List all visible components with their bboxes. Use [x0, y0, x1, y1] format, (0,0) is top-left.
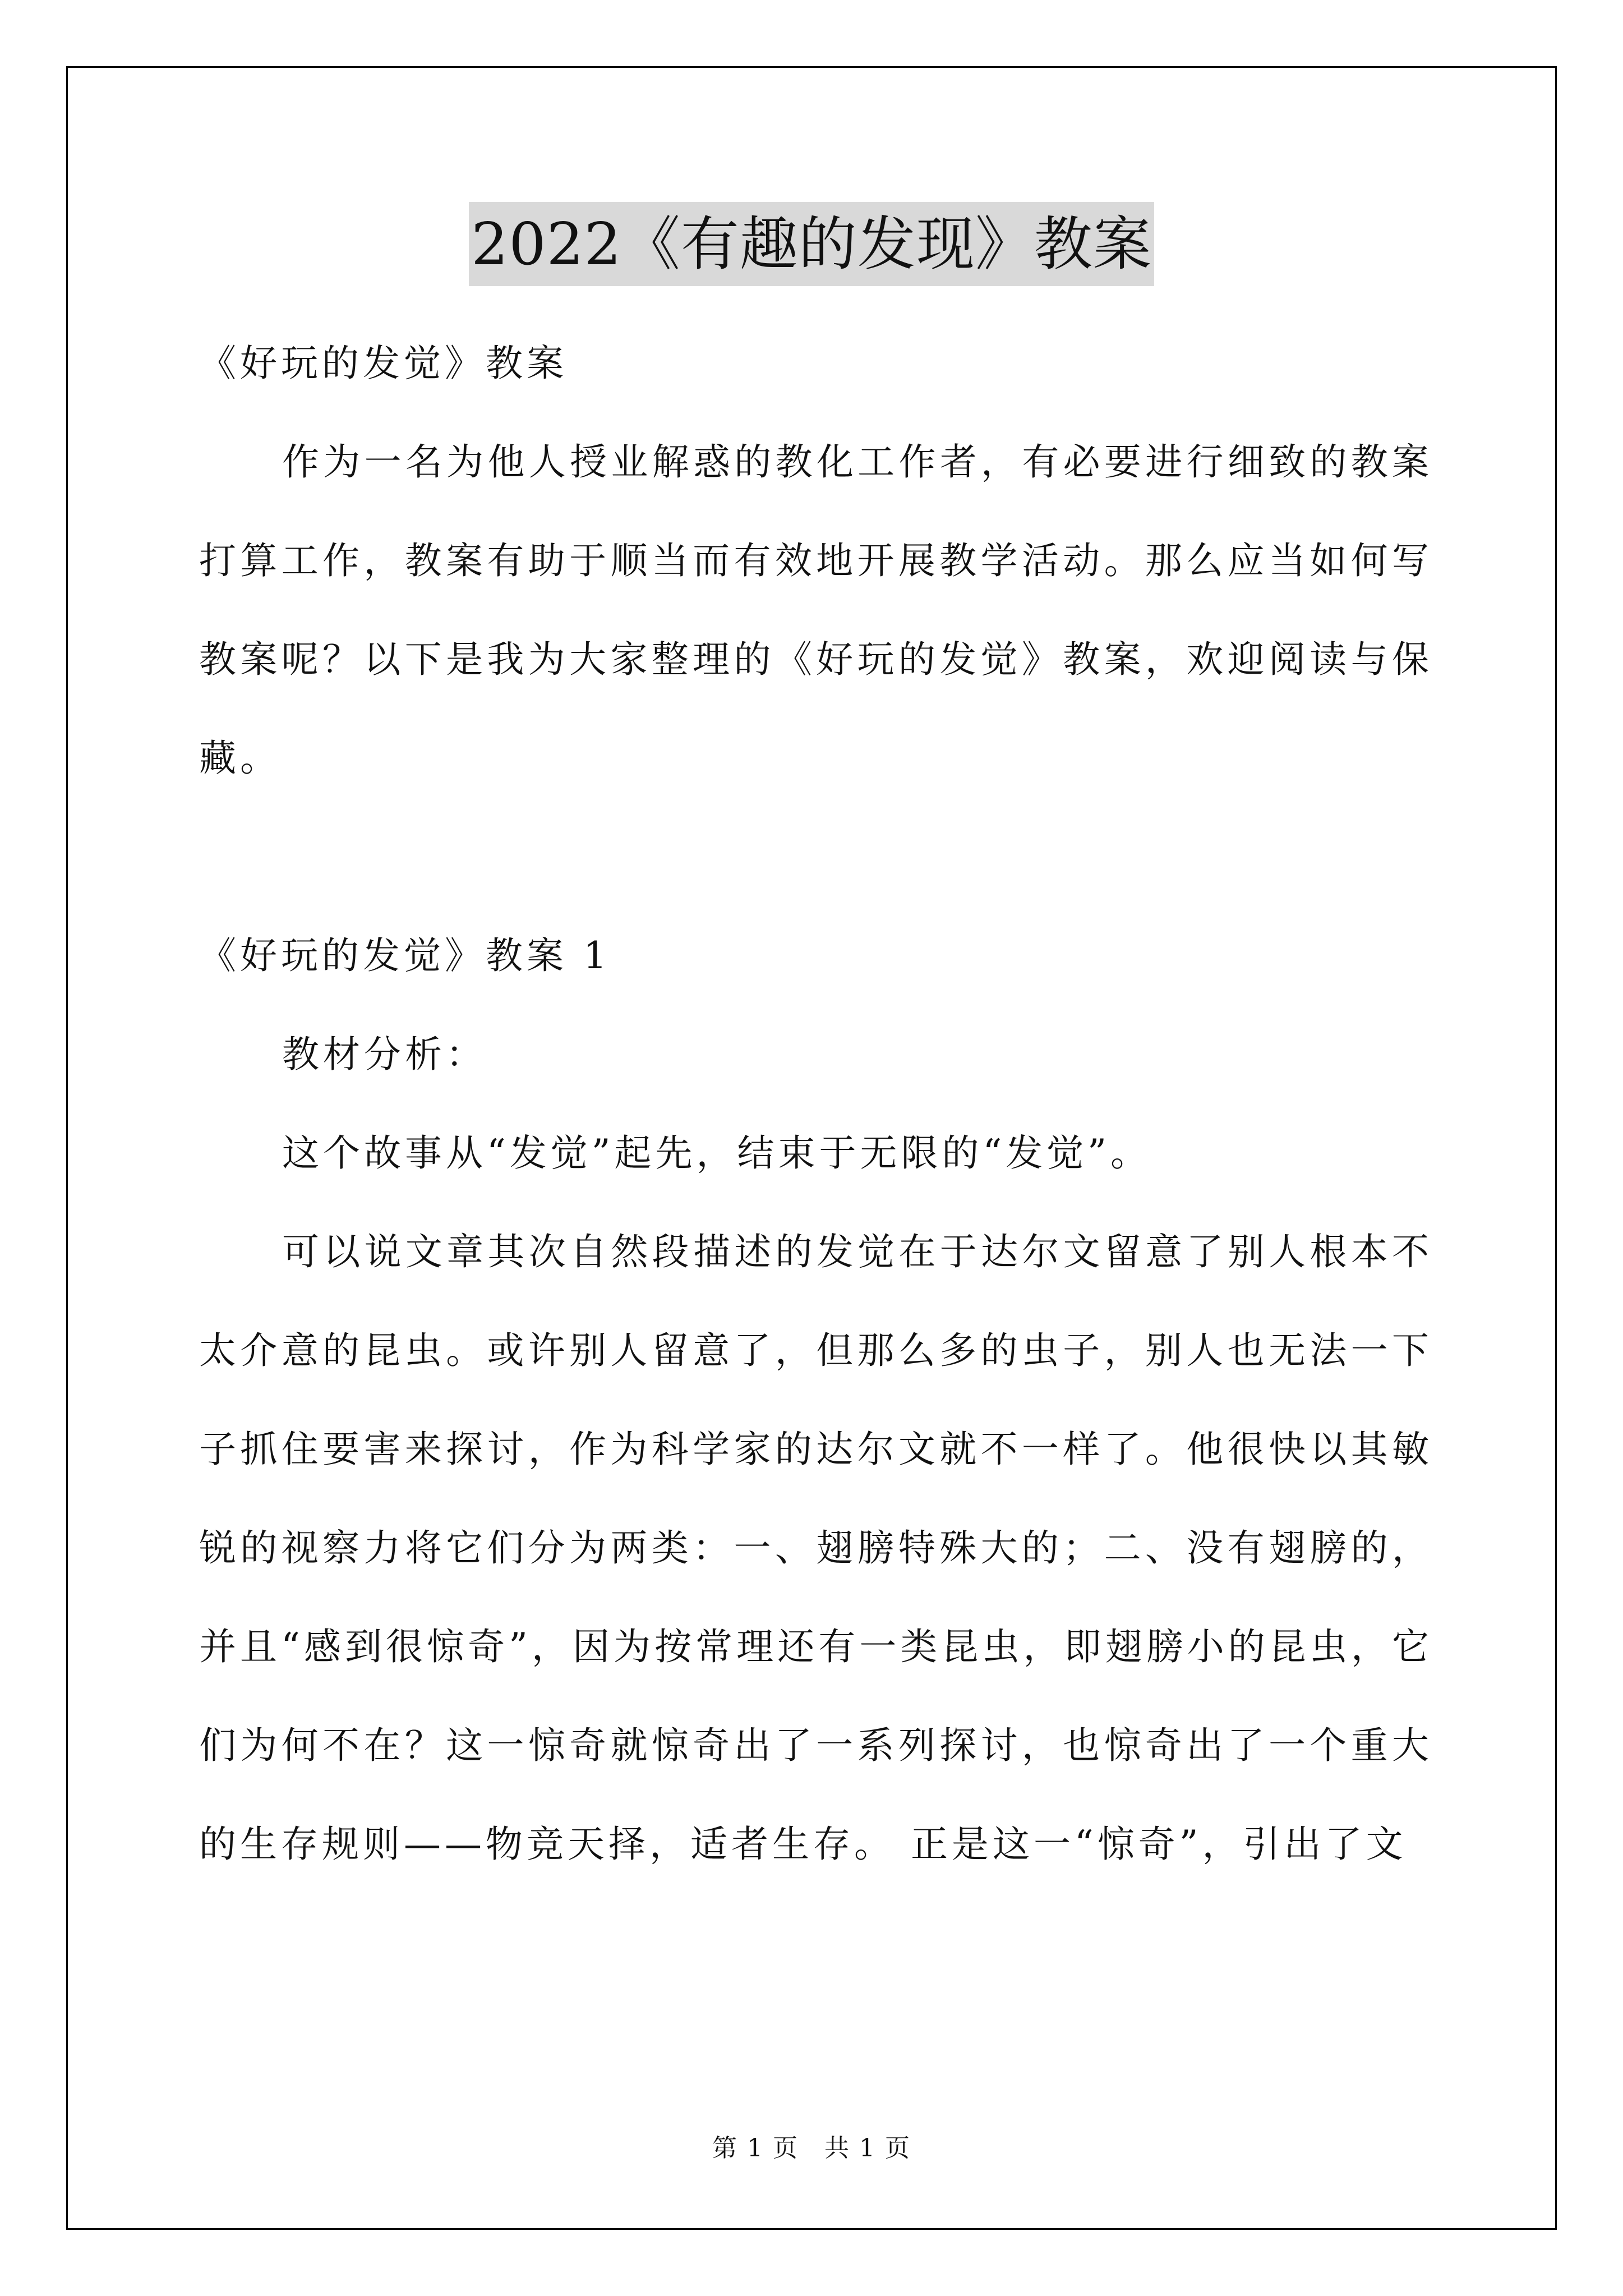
- paragraph-2: 可以说文章其次自然段描述的发觉在于达尔文留意了别人根本不太介意的昆虫。或许别人留意了，但那么多的虫子，别人也无法一下子抓住要害来探讨，作为科学家的达尔文就不一样了。他很快以其敏锐的视察力将它们分为两类：一、翅膀特殊大的；二、没有翅膀的，并且“感到很惊奇”，因为按常理还有一类昆虫，即翅膀小的昆虫，它们为何不在？这一惊奇就惊奇出了一系列探讨，也惊奇出了一个重大的生存规则——物竞天择，适者生存。 正是这一“惊奇”，引出了文: [199, 1230, 1433, 1866]
- page-footer: 第 1 页 共 1 页: [712, 2134, 911, 2162]
- material-label: 教材分析：: [282, 1033, 487, 1076]
- title-container: [0, 202, 1623, 286]
- paragraph-1: 这个故事从“发觉”起先，结束于无限的“发觉”。: [282, 1131, 1151, 1175]
- intro-paragraph: 作为一名为他人授业解惑的教化工作者，有必要进行细致的教案打算工作，教案有助于顺当而有效地开展教学活动。那么应当如何写教案呢？以下是我为大家整理的《好玩的发觉》教案，欢迎阅读与保藏。: [199, 440, 1433, 780]
- document-title: 2022《有趣的发现》教案: [469, 202, 1154, 286]
- subtitle: 《好玩的发觉》教案: [199, 342, 568, 385]
- document-body: [199, 314, 1433, 1894]
- section-heading: 《好玩的发觉》教案 1: [199, 934, 611, 977]
